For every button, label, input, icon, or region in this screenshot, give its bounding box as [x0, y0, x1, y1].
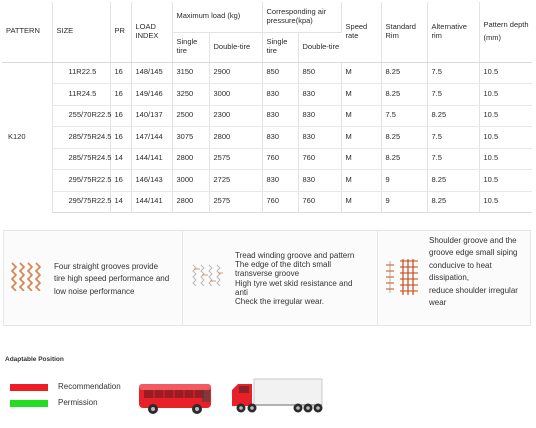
cell-pr: 16: [110, 105, 131, 127]
cell-max-load-single: 3150: [172, 62, 209, 84]
cell-size: 11R22.5: [52, 62, 110, 84]
cell-pressure-single: 760: [262, 148, 298, 170]
cell-speed-rate: M: [341, 127, 381, 149]
cell-pattern-depth: 10.5: [479, 84, 532, 106]
header-double-tire-pressure: Double-tire: [298, 32, 341, 62]
header-speed-rate: Speed rate: [341, 2, 381, 62]
cell-standard-rim: 7.5: [381, 105, 427, 127]
winding-groove-icon: [191, 263, 225, 291]
feature-1-line-1: Four straight grooves provide: [54, 262, 159, 271]
cell-pr: 16: [110, 62, 131, 84]
pattern-cell: K120: [2, 62, 52, 213]
cell-size: 285/75R24.5: [52, 127, 110, 149]
feature-2-line-4: High tyre wet skid resistance and: [235, 278, 353, 288]
feature-3-line-4: dissipation,: [429, 273, 470, 283]
cell-pr: 14: [110, 148, 131, 170]
permission-label: Permission: [58, 398, 98, 407]
cell-size: 11R24.5: [52, 84, 110, 106]
cell-alternative-rim: 7.5: [427, 84, 479, 106]
cell-pattern-depth: 10.5: [479, 148, 532, 170]
feature-text-1: [54, 261, 169, 298]
cell-standard-rim: 9: [381, 170, 427, 192]
cell-alternative-rim: 8.25: [427, 191, 479, 213]
header-alternative-rim: Alternative rim: [427, 2, 479, 62]
shoulder-groove-icon: [384, 257, 422, 297]
feature-2-line-6: Check the irregular wear.: [235, 296, 324, 306]
cell-max-load-double: 3000: [209, 84, 262, 106]
cell-max-load-single: 3075: [172, 127, 209, 149]
cell-pressure-double: 830: [298, 105, 341, 127]
cell-pressure-double: 830: [298, 170, 341, 192]
cell-max-load-double: 2800: [209, 127, 262, 149]
header-load-index: LOAD INDEX: [131, 2, 172, 62]
cell-pattern-depth: 10.5: [479, 191, 532, 213]
cell-size: 295/75R22.5: [52, 191, 110, 213]
cell-pr: 16: [110, 84, 131, 106]
feature-text-2: [235, 251, 354, 306]
feature-1-line-3: low noise performance: [54, 286, 135, 296]
cell-alternative-rim: 8.25: [427, 105, 479, 127]
table-row: [2, 148, 532, 170]
table-row: [2, 191, 532, 213]
cell-size: 285/75R24.5: [52, 148, 110, 170]
feature-2-line-1: Tread winding groove and pattern: [235, 251, 355, 260]
spec-table-body: [2, 62, 532, 213]
cell-speed-rate: M: [341, 105, 381, 127]
cell-alternative-rim: 7.5: [427, 148, 479, 170]
feature-straight-grooves: [4, 231, 182, 325]
cell-alternative-rim: 7.5: [427, 127, 479, 149]
cell-speed-rate: M: [341, 170, 381, 192]
feature-2-line-2: The edge of the ditch small: [235, 260, 332, 270]
feature-3-line-1: Shoulder groove and the: [429, 236, 517, 245]
cell-standard-rim: 8.25: [381, 127, 427, 149]
recommendation-label: Recommendation: [58, 382, 121, 391]
feature-shoulder-groove: [377, 231, 531, 325]
cell-max-load-double: 2300: [209, 105, 262, 127]
header-single-tire: Single tire: [172, 32, 209, 62]
cell-pressure-single: 830: [262, 170, 298, 192]
header-pr: PR: [110, 2, 131, 62]
table-row: [2, 62, 532, 84]
table-row: [2, 84, 532, 106]
cell-standard-rim: 8.25: [381, 148, 427, 170]
cell-alternative-rim: 8.25: [427, 170, 479, 192]
cell-load-index: 149/146: [131, 84, 172, 106]
cell-max-load-single: 2800: [172, 148, 209, 170]
header-standard-rim: Standard Rim: [381, 2, 427, 62]
header-air-pressure: Corresponding air pressure(kpa): [262, 2, 341, 32]
header-double-tire: Double-tire: [209, 32, 262, 62]
header-size: SIZE: [52, 2, 110, 62]
cell-load-index: 140/137: [131, 105, 172, 127]
feature-2-line-5: anti: [235, 287, 248, 297]
header-pattern: PATTERN: [2, 2, 52, 62]
cell-pressure-double: 830: [298, 127, 341, 149]
feature-3-line-5: reduce shoulder irregular: [429, 285, 518, 295]
permission-bar: [10, 400, 48, 407]
cell-pattern-depth: 10.5: [479, 170, 532, 192]
cell-pressure-single: 830: [262, 84, 298, 106]
feature-winding-groove: [182, 231, 382, 325]
header-max-load: Maximum load (kg): [172, 2, 262, 32]
header-single-tire-pressure: Single tire: [262, 32, 298, 62]
feature-3-line-3: conducive to heat: [429, 260, 492, 270]
cell-pattern-depth: 10.5: [479, 62, 532, 84]
bus-icon: [136, 378, 214, 418]
truck-icon: [228, 376, 324, 418]
cell-load-index: 148/145: [131, 62, 172, 84]
cell-pr: 16: [110, 127, 131, 149]
cell-size: 295/75R22.5: [52, 170, 110, 192]
cell-max-load-double: 2725: [209, 170, 262, 192]
cell-load-index: 144/141: [131, 148, 172, 170]
adaptable-position-title: Adaptable Position: [5, 356, 64, 363]
cell-speed-rate: M: [341, 62, 381, 84]
cell-load-index: 144/141: [131, 191, 172, 213]
cell-pressure-double: 830: [298, 84, 341, 106]
cell-pressure-single: 760: [262, 191, 298, 213]
cell-max-load-double: 2900: [209, 62, 262, 84]
cell-speed-rate: M: [341, 148, 381, 170]
table-row: [2, 127, 532, 149]
feature-3-line-6: wear: [429, 297, 447, 307]
header-pattern-depth: Pattern depth (mm): [479, 2, 532, 62]
cell-pr: 16: [110, 170, 131, 192]
cell-pr: 14: [110, 191, 131, 213]
cell-standard-rim: 8.25: [381, 84, 427, 106]
feature-text-3: [429, 235, 518, 309]
cell-pattern-depth: 10.5: [479, 105, 532, 127]
cell-pressure-double: 850: [298, 62, 341, 84]
cell-pressure-single: 830: [262, 105, 298, 127]
spec-table: [2, 2, 532, 213]
cell-pressure-double: 760: [298, 191, 341, 213]
cell-max-load-double: 2575: [209, 148, 262, 170]
cell-load-index: 147/144: [131, 127, 172, 149]
cell-max-load-single: 3000: [172, 170, 209, 192]
cell-max-load-single: 2800: [172, 191, 209, 213]
feature-1-line-2: tire high speed performance and: [54, 274, 170, 284]
cell-max-load-single: 3250: [172, 84, 209, 106]
features-panel: [3, 230, 531, 326]
recommendation-bar: [10, 384, 48, 391]
cell-standard-rim: 9: [381, 191, 427, 213]
table-row: [2, 105, 532, 127]
cell-load-index: 146/143: [131, 170, 172, 192]
cell-alternative-rim: 7.5: [427, 62, 479, 84]
cell-max-load-double: 2575: [209, 191, 262, 213]
feature-2-line-3: transverse groove: [235, 269, 300, 279]
cell-pattern-depth: 10.5: [479, 127, 532, 149]
cell-speed-rate: M: [341, 84, 381, 106]
feature-3-line-2: groove edge small siping: [429, 248, 518, 258]
cell-max-load-single: 2500: [172, 105, 209, 127]
cell-pressure-single: 830: [262, 127, 298, 149]
straight-grooves-icon: [9, 261, 43, 291]
cell-pressure-double: 760: [298, 148, 341, 170]
cell-pressure-single: 850: [262, 62, 298, 84]
cell-size: 255/70R22.5: [52, 105, 110, 127]
cell-speed-rate: M: [341, 191, 381, 213]
table-row: [2, 170, 532, 192]
cell-standard-rim: 8.25: [381, 62, 427, 84]
